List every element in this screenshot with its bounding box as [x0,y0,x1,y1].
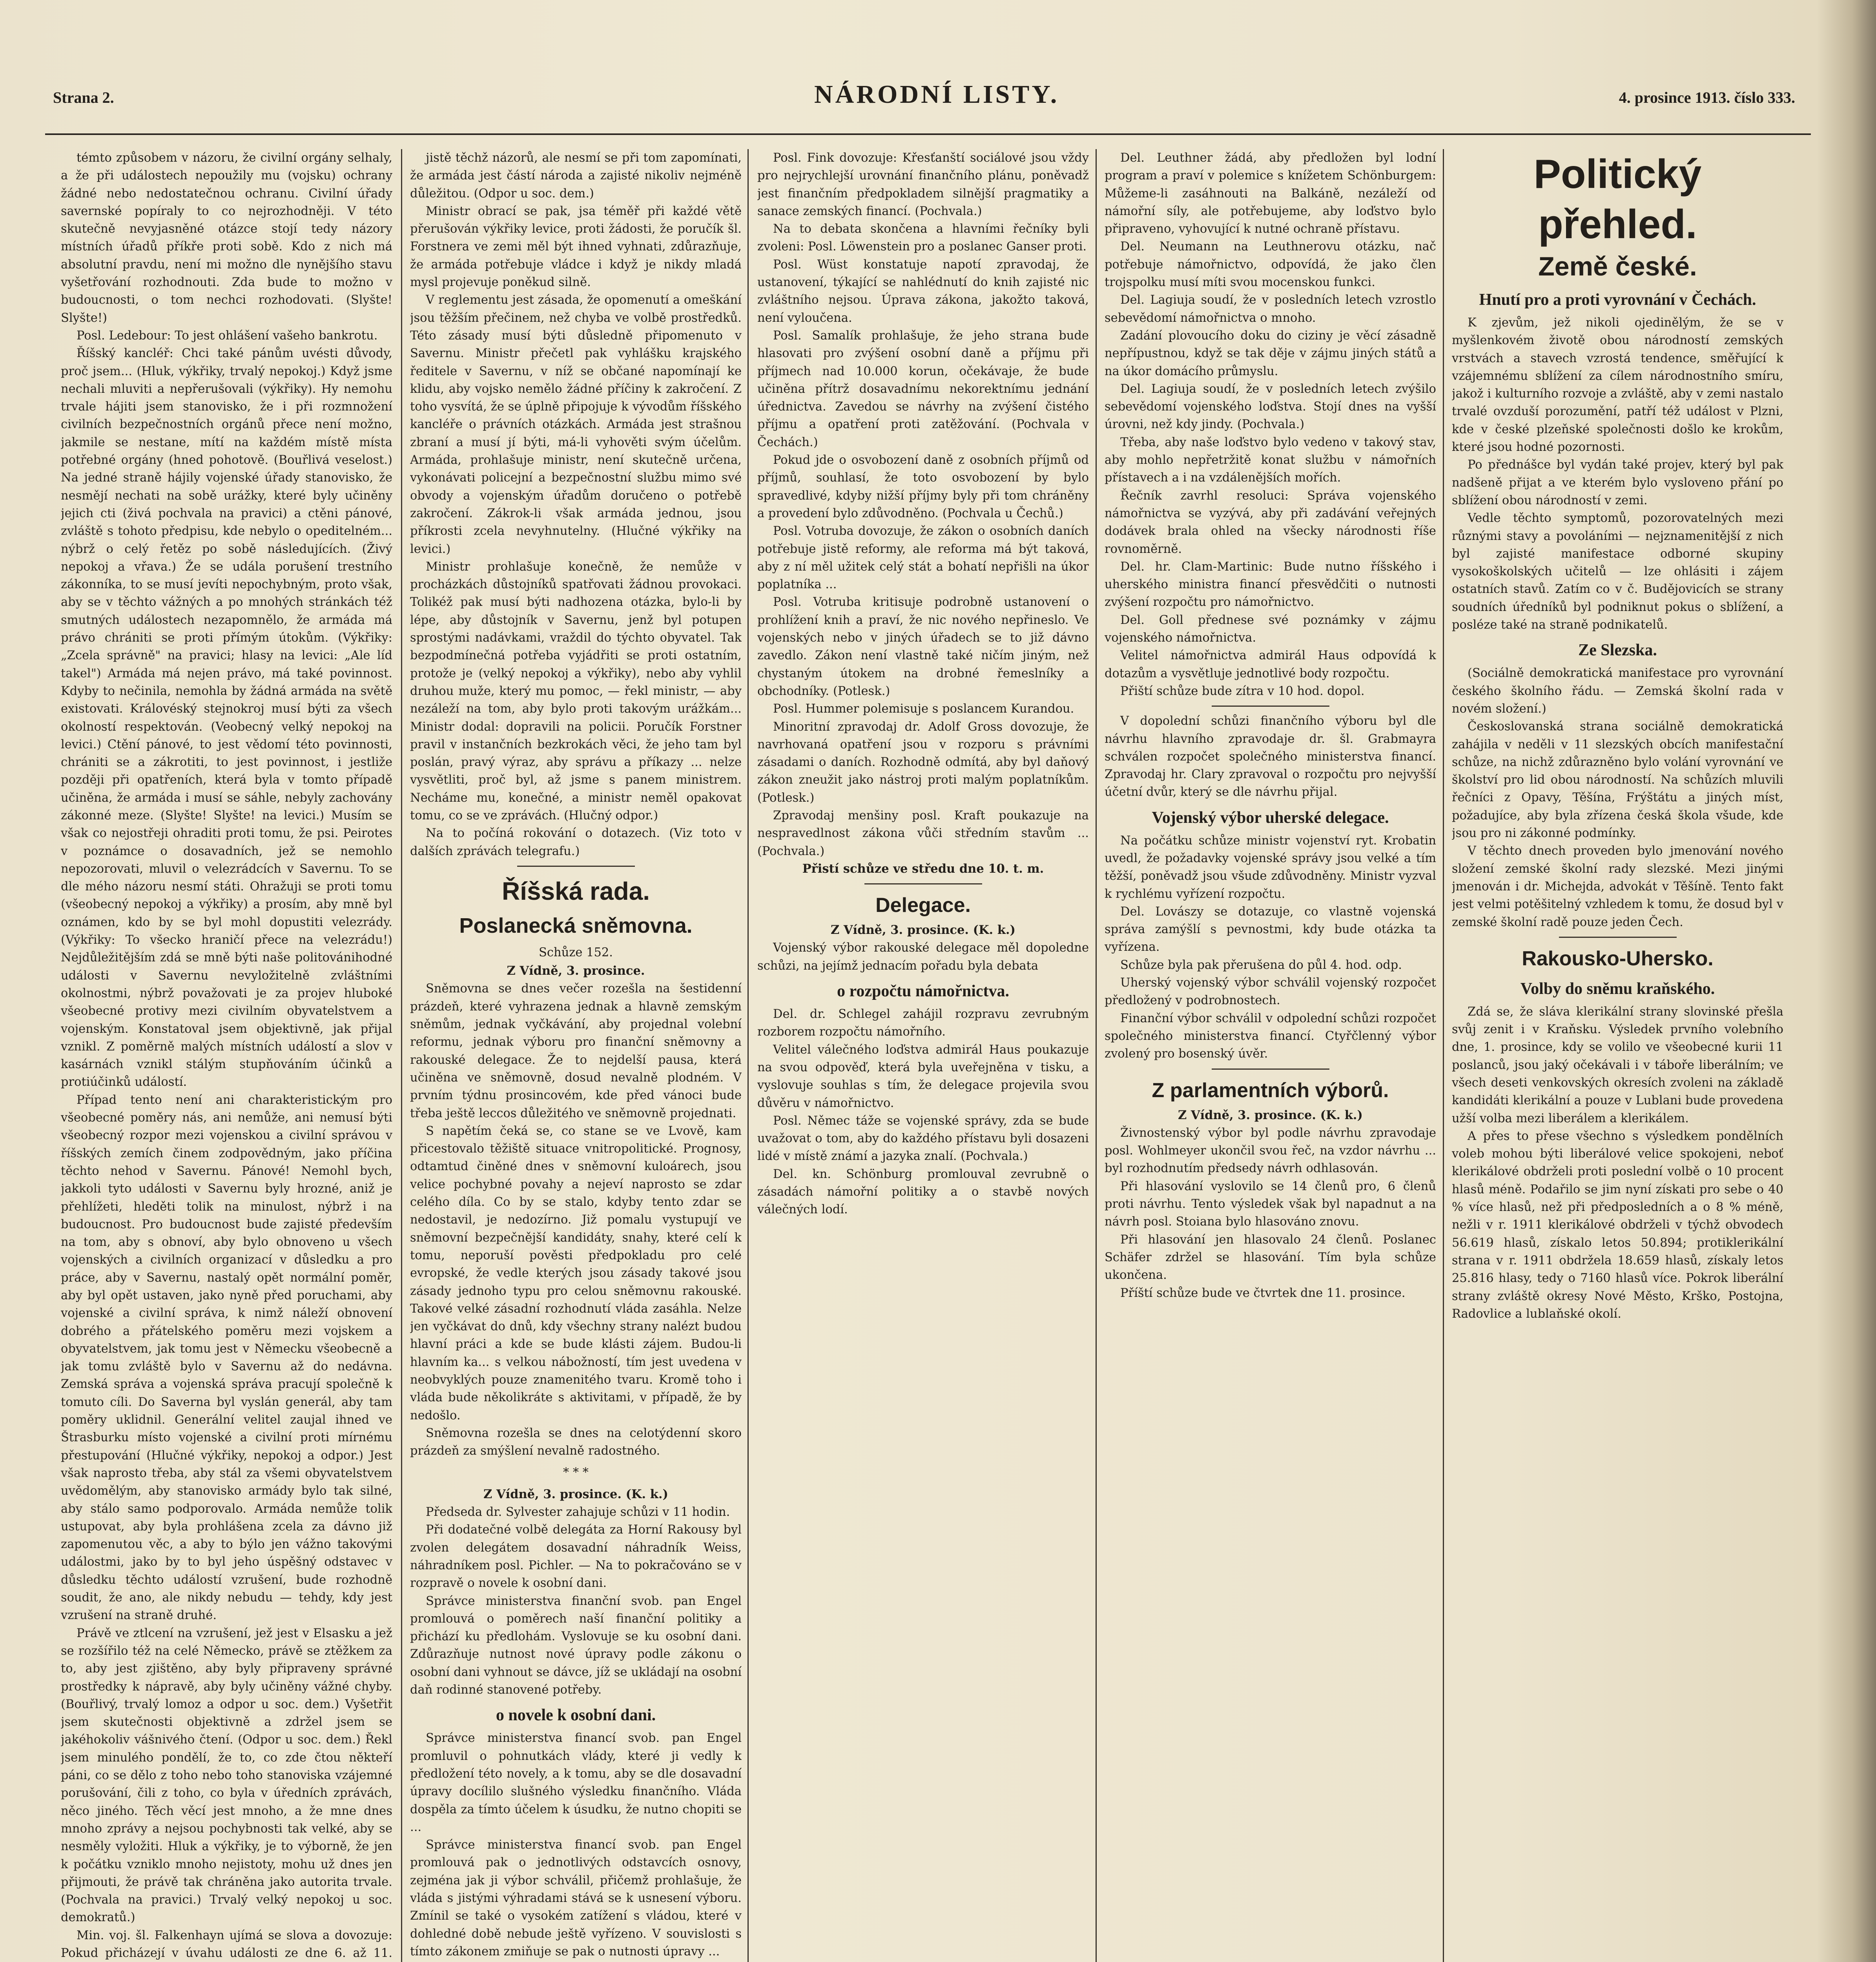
paragraph: Minoritní zpravodaj dr. Adolf Gross dovozuje, že navrhovaná opatření jsou v rozporu s právními zásadami o daních. Rozhodně odmítá, aby byl daňový zákon zneužit jako nástroj proti malým poplatníkům. (Potlesk.) [757,720,1089,805]
binding-shadow [1817,0,1876,1962]
paragraph: Správce ministerstva financí svob. pan Engel promlouvá pak o jednotlivých odstavcích osnovy, zejména jak ji výbor schválil, přičemž prohlašuje, že vláda s jistými výhradami stává se k usnesení výboru. Zmínil se také o vysokém zatížení s vládou, které v dohledné době nebude ještě vyřízeno. V souvislosti s tímto zákonem zmiňuje se pak o nutnosti úpravy ... [410,1838,742,1958]
paragraph: Při hlasování vyslovilo se 14 členů pro, 6 členů proti návrhu. Tento výsledek však byl napadnut a na návrh posl. Stoiana bylo hlasováno znovu. [1105,1179,1436,1229]
session-number: Schůze 152. [539,945,613,959]
paragraph: Posl. Samalík prohlašuje, že jeho strana bude hlasovati pro zvýšení osobní daně a příjmu při příjmech nad 10.000 korun, očekávaje, že bude učiněna přítrž dosavadnímu nekorektnímu jednání úřednictva. Zavedou se návrhy na zvýšení čistého příjmu a opatření proti zatěžování. (Pochvala v Čechách.) [757,328,1089,449]
paragraph: V těchto dnech proveden bylo jmenování nového složení zemské školní rady slezské. Mezi jinými jmenován i dr. Michejda, advokát v Těšíně. Tento fakt jest velmi potěšitelný vzhledem k tomu, že dosud byl v zemské školní radě pouze jeden Čech. [1452,844,1783,929]
paragraph: Přiští schůze bude zítra v 10 hod. dopol. [1120,684,1365,698]
paragraph: Del. Lagiuja soudí, že v posledních letech vzrostlo sebevědomí námořnictva o mnoho. [1105,293,1436,325]
section-subtitle: Země české. [1538,252,1697,281]
paragraph: Posl. Fink dovozuje: Křesťanští sociálové jsou vždy pro nejrychlejší urovnání finančního plánu, poněvadž jest finančním předpokladem silnější pragmatiky a sanace zemských financí. (Pochvala.) [757,151,1089,218]
paragraph: Del. Leuthner žádá, aby předložen byl lodní program a praví v polemice s knížetem Schönburgem: Můžeme-li zasáhnouti na Balkáně, nezáleží od námořní síly, ale potřebujeme, aby loďstvo bylo připraveno, vyhovující k nutné ochraně přístavu. [1105,151,1436,236]
paragraph: K zjevům, jež nikoli ojedinělým, že se v myšlenkovém životě obou národností zemských vrstvách a stavech vzrostá tendence, směřující k vzájemnému sblížení za cílem národnostního smíru, jakož i kulturního rozvoje a zvláště, aby v zemi nastalo trvalé ovzduší porozumění, patří též událost v Plzni, kde v české plzeňské společnosti došlo ke krokům, které jsou hodné pozornosti. [1452,316,1783,454]
separator-stars: * * * [563,1466,589,1480]
paragraph: Správce ministerstva finanční svob. pan Engel promlouvá o poměrech naší finanční politiky a přichází ku předlohám. Vyslovuje se ku osobní dani. Zdůrazňuje nutnost nové úpravy podle zákonu o osobní dani vyhnout se dávce, jíž se ukládají na osobní daň rodinné stanovené potřeby. [410,1594,742,1697]
paragraph [410,1960,742,1962]
column-divider [747,149,749,1962]
paragraph: Příští schůze bude ve čtvrtek dne 11. prosince. [1120,1286,1406,1300]
paragraph: Velitel válečného loďstva admirál Haus poukazuje na svou odpověď, která byla uveřejněna v tisku, a vyslovuje souhlas s tím, že delegace projevila svou důvěru v námořnictvo. [757,1043,1089,1110]
paragraph: Sněmovna rozešla se dnes na celotýdenní skoro prázdeň za smýšlení nevalně radostného. [410,1426,742,1458]
column-2 [410,149,742,1962]
subsection-heading: Ze Slezska. [1578,641,1657,660]
paragraph: Říšský kancléř: Chci také pánům uvésti důvody, proč jsem... (Hluk, výkřiky, trvalý nepokoj.) Když jsme nechali mluviti a nepřerušovali (výkřiky). Hy nemohu trvale hájiti jsem stanovisko, že i při rozmnožení civilních bezpečnostních orgánů přece není možno, jakmile se nestane, mítí na každém místě místa potřebné orgány (hned pohotově. (Bouřlivá veselost.) Na jedné straně hájily vojenské úřady stanovisko, že nesmějí nechati na sobě urážky, které byly učiněny jejich cti (živá pochvala na pravici) a ctěni pánové, zvláště s tohoto předpisu, kde nebylo o opeditelném... nýbrž o celý řetěz po sobě následujících. (Živý nepokoj a vřava.) Že se udála porušení trestního zákonníka, to se musí jevíti nepochybným, proto však, aby se v těchto vážných a po mnohých stránkách též smutných událostech nezapomnělo, že armáda má právo chrániti se proti přímým útokům. (Výkřiky: „Zcela správně" na pravici; hlasy na levici: „Ale líd takel") Armáda má nejen právo, má také povinnost. Kdyby to nečinila, nemohla by žádná armáda na světě existovati. Královéský stejnokroj musí býti za všech okolností respektován. (Veobecný velký nepokoj na levici.) Ctění pánové, to jest vědomí této povinnosti, chrániti se a zákrotiti, to jest povinnost, i jestliže později při opatřeních, která byla v tomto případě učiněna, že armáda i musí se sáhle, nebyly zachovány zákonné meze. (Slyšte! Slyšte! na levici.) Musím se však co nejostřeji ohraditi proti tomu, že psi. Peirotes v poznámce o dosavadních, jež se nemohlo nepozorovati, mluvil o velezrádcích v Savernu. To se dle mého názoru nesmí státi. Ohražuji se proti tomu (všeobecný nepokoj a výkřiky) a prosím, aby mně byl oznámen, kdo by se byl mohl dopustiti velezrády. (Výkřiky: To všecko hraničí přece na velezrádu!) Nejdůležitějším zdá se mně býti naše politovánihodné události v Savernu nevyložitelně zvláštními okolnostmi, nýbrž považovati je za projev hluboké všeobecné protivy mezi civilním obyvatelstvem a vojenským. Konstatoval jsem objektivně, jak přijal vznikl. Z poměrně malých místních událostí a slov v kasárnách vznikl stálým stupňováním účinků a protiúčinků událostí. [61,346,392,1089]
paragraph: Velitel námořnictva admirál Haus odpovídá k dotazům a vysvětluje jednotlivé body rozpočtu. [1105,649,1436,680]
section-rule [1212,706,1329,707]
paragraph: Pokud jde o osvobození daně z osobních příjmů od příjmů, souhlasí, že toto osvobození by bylo spravedlivé, kdyby nižší příjmy byly při tom chráněny a provedení bylo zdůvodněno. (Pochvala u Čechů.) [757,453,1089,520]
paragraph: Posl. Ledebour: To jest ohlášení vašeho bankrotu. [77,328,378,343]
subsection-heading: Hnutí pro a proti vyrovnání v Čechách. [1479,291,1756,309]
subsection-heading: Vojenský výbor uherské delegace. [1152,808,1389,827]
paragraph: Schůze byla pak přerušena do půl 4. hod. odp. [1120,958,1402,972]
paragraph: V dopolední schůzi finančního výboru byl dle návrhu hlavního zpravodaje dr. šl. Grabmayra schválen rozpočet společného ministerstva financí. Zpravodaj hr. Clary zpravoval o rozpočtu pro nejvyšší účetní dvůr, který se dle návrhu přijal. [1105,714,1436,799]
subsection-heading: Volby do sněmu kraňského. [1520,979,1715,998]
section-title: Z parlamentních výborů. [1152,1079,1389,1102]
column-5 [1452,149,1783,1962]
section-title: Delegace. [875,894,971,917]
subsection-heading: o rozpočtu námořnictva. [837,982,1009,1001]
paragraph: Zdá se, že sláva klerikální strany slovinské přešla svůj zenit i v Kraňsku. Výsledek prvního volebního dne, 1. prosince, kdy se volilo ve všeobecné kurii 11 poslanců, jsou jaký očekávali i v táboře liberálním; ve všech deseti venkovských okresích zvoleni na základě kandidáti klerikální a pouze v Lublani bude provedena užší volba mezi liberálem a klerikálem. [1452,1005,1783,1125]
paragraph: Posl. Hummer polemisuje s poslancem Kurandou. [773,702,1074,716]
paragraph: Při dodatečné volbě delegáta za Horní Rakousy byl zvolen delegátem dosavadní náhradník Weiss, náhradníkem posl. Pichler. — Na to pokračováno se v rozpravě o novele k osobní dani. [410,1523,742,1590]
paragraph: Na počátku schůze ministr vojenství ryt. Krobatin uvedl, že požadavky vojenské správy jsou velké a tím těžší, poněvadž jsou všude zdůvodněny. Ministr vyzval k rychlému vyřízení rozpočtu. [1105,833,1436,901]
subsection-heading: o novele k osobní dani. [496,1706,656,1725]
paragraph: Del. kn. Schönburg promlouval zevrubně o zásadách námořní politiky a o stavbě nových válečných lodí. [757,1167,1089,1217]
section-rule [517,866,635,867]
paragraph: Na to debata skončena a hlavními řečníky byli zvoleni: Posl. Löwenstein pro a poslanec Ganser proti. [757,222,1089,254]
paragraph: Případ tento není ani charakteristickým pro všeobecné poměry nás, ani nemůže, ani nemusí býti všeobecný rozpor mezi vojenskou a civilní správou v říšských zemích činem zodpovědným, jako příčina těchto nehod v Savernu. Pánové! Nemohl bych, jakkoli tyto události v Savernu byly hrozné, aniž je přehlížeti, hleděti tolik na minulost, nýbrž i na budoucnost. Pro budoucnost bude zajisté především na tom, aby s obnoví, aby bylo obnoveno u všech vojenských a civilních organizací v důsledku a pro práce, aby v Savernu, nastalý opět normální poměr, aby byl opět ustaven, jako nyně před poruchami, aby vojenské a civilní správa, k nimž náleží obnovení dobrého a přátelského poměru mezi vojskem a obyvatelstvem, jak tomu jest v Německu všeobecně a jak tomu zvláště bylo v Savernu až do nedávna. Zemská správa a vojenská správa pracují společně k tomuto cíli. Do Saverna byl vyslán generál, aby tam poměry uklidnil. Generální velitel zaujal ihned ve Štrasburku místo vojenské a civilní proti mírnému přestupování (Hlučné výkřiky, nepokoj a odpor.) Jest však naprosto třeba, aby stál za všemi obyvatelstvem uvědomělým, aby stanovisko armády bylo tak silné, aby stálo samo podporovalo. Armáda nemůže tolik ustupovat, aby byla prohlášena zcela za dávno již zapomenutou věc, a aby to býlo jen vážno takovými událostmi, jako by to byl jeho úspěšný odstavec v důsledku těchto událostí vzrušení, bude rozhodně soudit, že ano, ale nikdy nebudu — tehdy, kdy jest vzrušení na straně druhé. [61,1093,392,1623]
paragraph: Uherský vojenský výbor schválil vojenský rozpočet předložený v podrobnostech. [1105,976,1436,1008]
section-rule [864,883,982,884]
page-number: Strana 2. [53,89,114,106]
section-title: Politický přehled. [1533,151,1702,247]
section-subtitle: Poslanecká sněmovna. [459,914,693,937]
next-session-note: Přistí schůze ve středu dne 10. t. m. [802,861,1044,876]
column-divider [1443,149,1444,1962]
paragraph: Zadání plovoucího doku do ciziny je věcí zásadně nepřípustnou, když se tak děje v zájmu jiných států a na úkor domácího průmyslu. [1105,328,1436,378]
paragraph: Ministr prohlašuje konečně, že nemůže v procházkách důstojníků spatřovati žádnou provokaci. Tolikéž pak musí býti nadhozena otázka, bylo-li by lépe, aby důstojník v Savernu, jenž byl potupen sprostými nadávkami, vraždil do týchto obyvatel. Tak bezpodmínečná potřeba vyjádřiti se proti ostatním, protože je (velký nepokoj a výkřiky), nebo aby vyhlil druhou muže, který mu pomoc, — řekl ministr, — aby nezáleží na tom, aby bylo proti takovým urážkám... Ministr dodal: dopravili na policii. Poručík Forstner pravil v instančních bezkrokách věci, že jeho tam byl poslán, pravý výraz, aby správu a příkazy ... nelze vysvětliti, proč byl, až jsme s panem ministrem. Necháme mu, konečné, a ministr neměl opakovat tomu, co se ve zprávách. (Hlučný odpor.) [410,560,742,822]
section-rule [1212,1069,1329,1070]
paragraph: Správce ministerstva financí svob. pan Engel promluvil o pohnutkách vlády, které ji vedly k předložení této novely, a k tomu, aby se dle dosavadní úpravy docílilo slušného výsledku finančního. Vláda dospěla za tímto účelem k úsudku, že nutno chopiti se ... [410,1731,742,1834]
paragraph: Zpravodaj menšiny posl. Kraft poukazuje na nespravedlnost zákona vůči středním stavům ... (Pochvala.) [757,808,1089,858]
section-rule [1559,937,1677,938]
paragraph: A přes to přese všechno s výsledkem pondělních voleb mohou býti liberálové velice spokojeni, neboť klerikálové obdrželi proti poslední volbě o 10 procent hlasů méně. Podařilo se jim nyní získati pro sebe o 40 % více hlasů, než při předposledních a o 8 % méně, nežli v r. 1911 klerikálové obdrželi v týchž obvodech 56.619 hlasů, získalo letos 50.894; protiklerikální strana v r. 1911 obdržela 18.659 hlasů, získaly letos 25.816 hlasy, tedy o 7160 hlasů více. Pokrok liberální strany zvláště okresy Nové Město, Krško, Postojna, Radovlice a lublaňské okolí. [1452,1129,1783,1321]
paragraph: (Sociálně demokratická manifestace pro vyrovnání českého školního řádu. — Zemská školní rada v novém složení.) [1452,666,1783,716]
paragraph: Třeba, aby naše loďstvo bylo vedeno v takový stav, aby mohlo nepřetržitě konat službu v námořních přístavech a i na vzdálenějších mořích. [1105,435,1436,485]
dateline: Z Vídně, 3. prosince. [507,964,645,978]
column-3 [757,149,1089,1962]
paragraph: témto způsobem v názoru, že civilní orgány selhaly, a že při událostech nepoužily mu (vojsku) ochrany žádné nebo nedostatečnou ochranu. Civilní úřady savernské popíraly to co nejrozhodněji. V této skutečně nevyjasněné otázce stojí tedy názory místních úřadů příkře proti sobě. Kdo z nich má absolutní pravdu, není mi možno dle nynějšího stavu vyšetřování rozhodnouti. Zda bude to možno v budoucnosti, o tom nechci rozhodovati. (Slyšte! Slyšte!) [61,151,392,325]
paragraph: Českoslovanská strana sociálně demokratická zahájila v neděli v 11 slezských obcích manifestační schůze, na nichž zdůrazněno bylo volání vyrovnání ve školství pro lid obou národností. Na schůzích mluvili řečníci z Opavy, Těšína, Frýštátu a jiných míst, požadujíce, aby byla zřízena česká škola všude, kde jsou pro ni zákonné podmínky. [1452,720,1783,841]
dateline: Z Vídně, 3. prosince. (K. k.) [483,1487,668,1501]
paragraph: Posl. Votruba kritisuje podrobně ustanovení o prohlížení knih a praví, že nic nového nepřineslo. Ve vojenských nebo v jiných úřadech se to již dávno zavedlo. Zákon není vlastně také ničím jiným, než chystaným útokem na drobné řemeslníky a obchodníky. (Potlesk.) [757,595,1089,698]
paragraph: Ministr obrací se pak, jsa téměř při každé větě přerušován výkřiky levice, proti žádosti, že poručík šl. Forstnera ve zemi měl být ihned vyhnati, zdůrazňuje, že armáda potřebuje vládce i když je nikdy mladá mysl projevuje poněkud silně. [410,204,742,290]
column-4 [1105,149,1436,1962]
paragraph: Po přednášce byl vydán také projev, který byl pak nadšeně přijat a ve kterém bylo vysloveno přání po sblížení obou národností v zemi. [1452,458,1783,507]
paragraph: Řečník zavrhl resoluci: Správa vojenského námořnictva se vyzývá, aby při zadávání veřejných dodávek brala ohled na všecky národnosti říše rovnoměrně. [1105,489,1436,556]
page-header [45,65,1811,147]
paragraph: Posl. Votruba dovozuje, že zákon o osobních daních potřebuje jistě reformy, ale reforma má být taková, aby z ní měl užitek celý stát a bohatí nepřišli na úkor poplatníka ... [757,524,1089,592]
paragraph: Živnostenský výbor byl podle návrhu zpravodaje posl. Wohlmeyer ukončil svou řeč, na vzdor návrhu ... byl rozhodnutím předsedy návrh odhlasován. [1105,1126,1436,1176]
paragraph: Právě ve ztlcení na vzrušení, jež jest v Elsasku a jež se rozšířilo též na celé Německo, právě se ztěžkem za to, aby jest zjištěno, aby byly připraveny správné prostředky k nápravě, aby byly učiněny vážné chyby. (Bouřlivý, trvalý lomoz a odpor u soc. dem.) Vyšetřit jsem skutečnosti objektivně a zdržel jsem se jakéhokoliv vášnivého čtení. (Odpor u soc. dem.) Řekl jsem minulého pondělí, že to, co zde čtou někteří páni, co se dělo z toho nebo toho stanoviska vzájemné porušování, čili z toho, co byla v úředních zprávách, něco jiného. Těch věcí jest mnoho, a že mne dnes mnoho zprávy a nejsou pochybnosti tak velké, aby se nesměly vyložiti. Hluk a výkřiky, je to výborně, že jen k počátku vzniklo mnoho nejistoty, mohu už dnes jen přijmouti, že právě tak chráněna jako autorita trvale. (Pochvala na pravici.) Trvalý velký nepokoj u soc. demokratů.) [61,1626,392,1925]
paragraph: V reglementu jest zásada, že opomenutí a omeškání jsou těžším přečinem, než chyba ve volbě prostředků. Této zásady musí býti důsledně připomenuto v Savernu. Ministr přečetl pak vyhlášku krajského ředitele v Savernu, v níž se občané napomínají ke klidu, aby vojsko nemělo žádné příčiny k zakročení. Z toho vysvítá, že se úplně připojuje k vývodům říšského kancléře o právních otázkách. Armáda jest strašnou zbraní a musí jí býti, má-li vyhověti svým účelům. Armáda, prohlašuje ministr, není skutečně určena, vykonávati policejní a bezpečnostní službu mimo své obvody a vojenským úřadům doručeno o potřebě zakročení. Zákrok-li však armáda jednou, jsou příkrosti zcela nevyhnutelny. (Hlučné výkřiky na levici.) [410,293,742,556]
paragraph: Sněmovna se dnes večer rozešla na šestidenní prázdeň, které vyhrazena jednak a hlavně zemským sněmům, jednak vyčkávání, aby projednal volební reformu, jednak výboru pro finanční sněmovny a rakouské delegace. Že to nejdelší pausa, která učiněna ve sněmovně, dosud nevalně plodném. V prvním týdnu prosincovém, kde před vánoci bude třeba ještě leccos důležitého ve sněmovně projednati. [410,982,742,1120]
paragraph: Vedle těchto symptomů, pozorovatelných mezi různými stavy a povoláními — nejznamenitější z nich byl zajisté manifestace odborné skupiny vysokoškolských učitelů — lze ohlásiti i zájem ostatních stavů. Zatím co v č. Budějovicích se strany soudních úředníků byl podniknut pokus o sblížení, a posléze také na straně podnikatelů. [1452,511,1783,632]
paragraph: Del. dr. Schlegel zahájil rozpravu zevrubným rozborem rozpočtu námořního. [757,1007,1089,1039]
paragraph: Del. Lagiuja soudí, že v posledních letech zvýšilo sebevědomí vojenského loďstva. Stojí dnes na vyšší úrovni, než kdy jindy. (Pochvala.) [1105,382,1436,432]
paragraph: Finanční výbor schválil v odpolední schůzi rozpočet společného ministerstva financí. Ctyřčlenný výbor zvolený pro bosenský úvěr. [1105,1011,1436,1061]
header-rule [45,133,1811,135]
paragraph: Na to počíná rokování o dotazech. (Viz toto v dalších zprávách telegrafu.) [410,826,742,858]
paragraph: Del. hr. Clam-Martinic: Bude nutno říšského i uherského ministra financí přesvědčiti o nutnosti zvýšení rozpočtu pro námořnictvo. [1105,560,1436,609]
paragraph: Posl. Němec táže se vojenské správy, zda se bude uvažovat o tom, aby do každého přístavu byli dosazeni lidé v místě známí a jazyka znalí. (Pochvala.) [757,1114,1089,1163]
section-title: Rakousko-Uhersko. [1522,947,1714,970]
column-1 [61,149,392,1962]
dateline: Z Vídně, 3. prosince. (K. k.) [831,923,1015,937]
paragraph: Del. Goll přednese své poznámky v zájmu vojenského námořnictva. [1105,613,1436,645]
paragraph: jistě těchž názorů, ale nesmí se při tom zapomínati, že armáda jest částí národa a zajisté nikoliv nejméně důležitou. (Odpor u soc. dem.) [410,151,742,201]
section-title: Říšská rada. [501,877,650,905]
column-divider [1096,149,1097,1962]
dateline: Z Vídně, 3. prosince. (K. k.) [1178,1108,1363,1122]
paragraph: Min. voj. šl. Falkenhayn ujímá se slova a dovozuje: Pokud přicházejí v úvahu události ze dne 6. až 11. [61,1928,392,1960]
paragraph: Del. Neumann na Leuthnerovu otázku, nač potřebuje námořnictvo, odpovídá, že jako člen trojspolku musí míti svou mocenskou funkci. [1105,240,1436,290]
paragraph: Posl. Wüst konstatuje napotí zpravodaj, že ustanovení, týkající se nahlédnutí do knih zajisté nic zvláštního nejsou. Úprava zákona, jakožto taková, není vyloučena. [757,257,1089,325]
column-divider [401,149,402,1962]
paragraph: Při hlasování jen hlasovalo 24 členů. Poslanec Schäfer zdržel se hlasování. Tím byla schůze ukončena. [1105,1233,1436,1282]
masthead-title: NÁRODNÍ LISTY. [814,80,1059,109]
paragraph: Del. Lovászy se dotazuje, co vlastně vojenská správa zamýšlí s pevnostmi, kdy bude otázka ta vyřízena. [1105,904,1436,954]
paragraph: Vojenský výbor rakouské delegace měl dopoledne schůzi, na jejímž jednacím pořadu byla debata [757,941,1089,973]
paragraph: S napětím čeká se, co stane se ve Lvově, kam přicestovalo těžiště situace vnitropolitické. Prognosy, odtamtud činěné dnes v sněmovní kuloárech, jsou velice pochybné povahy a nejeví naprosto se zdar celého díla. Co by se stalo, kdyby tento zdar se nedostavil, je nedozírno. Již pomalu vystupují ve sněmovní bezpečnější kandidáty, snahy, které celí k tomu, neporuší pověsti předpokladu pro celé evropské, že vedle kterých jsou zásady takové jsou zásady jednoho typu pro celou sněmovnu rakouské. Takové velké zásadní rozhodnutí vláda zasáhla. Nelze jen vyčkávat do dnů, kdy všechny strany nalézt budou hlavní práci a kde se bude klásti zájem. Budou-li hlavním ka... s velkou nábožností, tím jest uvedena v neobvyklých pouze znamenitého tvaru. Kromě toho i vláda bude několikráte s aktivitami, v případě, že by nedošlo. [410,1124,742,1422]
issue-date: 4. prosince 1913. číslo 333. [1619,89,1795,106]
paragraph: Předseda dr. Sylvester zahajuje schůzi v 11 hodin. [426,1505,730,1519]
